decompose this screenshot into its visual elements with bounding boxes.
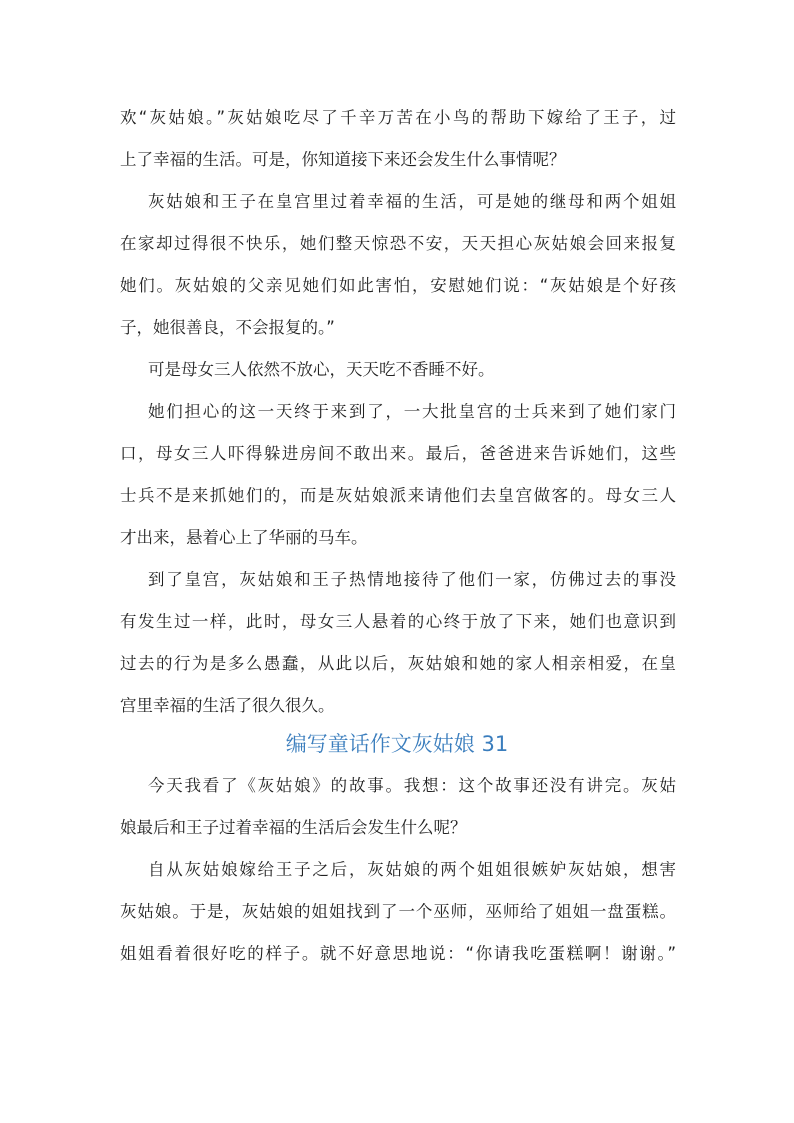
paragraph-line: 欢“灰姑娘。”灰姑娘吃尽了千辛万苦在小鸟的帮助下嫁给了王子，过 [120, 108, 676, 127]
paragraph-line: 灰姑娘。于是，灰姑娘的姐姐找到了一个巫师，巫师给了姐姐一盘蛋糕。 [120, 902, 676, 921]
paragraph-line: 姐姐看着很好吃的样子。就不好意思地说：“你请我吃蛋糕啊！谢谢。” [120, 944, 676, 963]
paragraph-line: 才出来，悬着心上了华丽的马车。 [120, 528, 368, 547]
paragraph-line: 今天我看了《灰姑娘》的故事。我想：这个故事还没有讲完。灰姑 [148, 776, 676, 795]
paragraph-line: 自从灰姑娘嫁给王子之后，灰姑娘的两个姐姐很嫉妒灰姑娘，想害 [148, 860, 676, 879]
paragraph-line: 士兵不是来抓她们的，而是灰姑娘派来请他们去皇宫做客的。母女三人 [120, 486, 676, 505]
paragraph-line: 口，母女三人吓得躲进房间不敢出来。最后，爸爸进来告诉她们，这些 [120, 444, 676, 463]
paragraph-line: 她们。灰姑娘的父亲见她们如此害怕，安慰她们说：“灰姑娘是个好孩 [120, 276, 676, 295]
paragraph-line: 子，她很善良，不会报复的。” [120, 318, 335, 337]
paragraph-line: 灰姑娘和王子在皇宫里过着幸福的生活，可是她的继母和两个姐姐 [148, 192, 676, 211]
paragraph-line: 可是母女三人依然不放心，天天吃不香睡不好。 [148, 360, 495, 379]
paragraph-line: 在家却过得很不快乐，她们整天惊恐不安，天天担心灰姑娘会回来报复 [120, 234, 676, 253]
paragraph-line: 她们担心的这一天终于来到了，一大批皇宫的士兵来到了她们家门 [148, 402, 676, 421]
paragraph-line: 娘最后和王子过着幸福的生活后会发生什么呢？ [120, 818, 467, 837]
paragraph-line: 宫里幸福的生活了很久很久。 [120, 696, 335, 715]
paragraph-line: 到了皇宫，灰姑娘和王子热情地接待了他们一家，仿佛过去的事没 [148, 570, 676, 589]
paragraph-line: 上了幸福的生活。可是，你知道接下来还会发生什么事情呢？ [120, 150, 566, 169]
paragraph-line: 有发生过一样，此时，母女三人悬着的心终于放了下来，她们也意识到 [120, 612, 676, 631]
paragraph-line: 过去的行为是多么愚蠢，从此以后，灰姑娘和她的家人相亲相爱，在皇 [120, 654, 676, 673]
section-heading: 编写童话作文灰姑娘 31 [285, 732, 509, 756]
